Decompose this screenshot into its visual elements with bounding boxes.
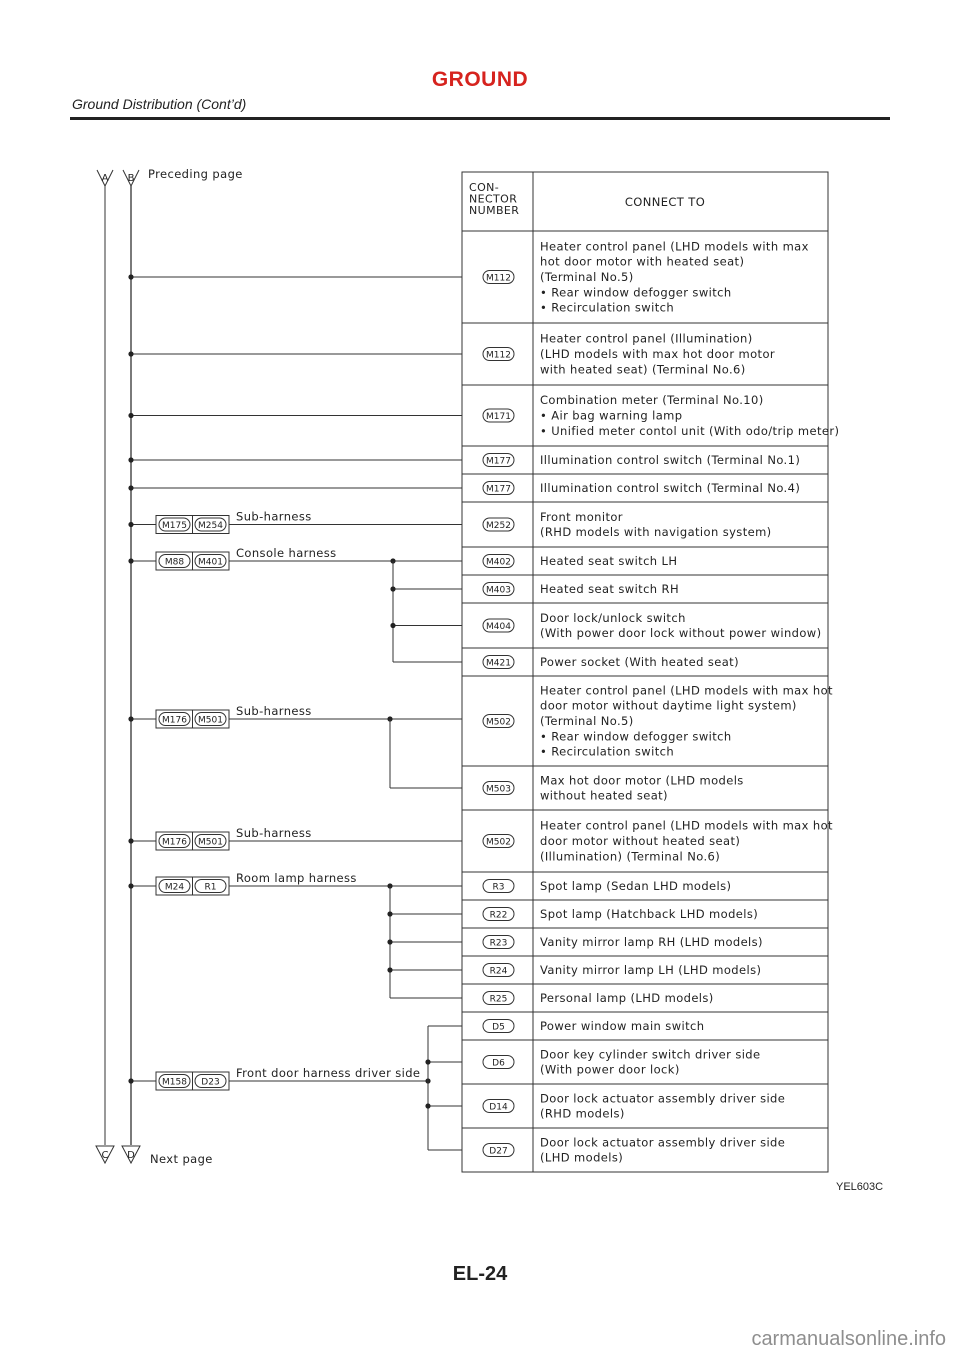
row-description: Spot lamp (Sedan LHD models) xyxy=(540,879,732,893)
row-description: • Recirculation switch xyxy=(540,744,675,759)
connector-label: D6 xyxy=(492,1058,505,1069)
harness-name: Sub-harness xyxy=(236,509,312,524)
row-description: Power window main switch xyxy=(540,1019,705,1033)
row-description: (RHD models) xyxy=(540,1106,625,1121)
connector-label: M254 xyxy=(198,521,223,532)
row-description: Illumination control switch (Terminal No.4) xyxy=(540,481,801,495)
row-description: (Illumination) (Terminal No.6) xyxy=(540,849,721,864)
figure-code: YEL603C xyxy=(836,1181,884,1193)
row-description: Heater control panel (LHD models with max hot xyxy=(540,818,833,833)
row-description: (LHD models) xyxy=(540,1150,624,1165)
row-description: Door lock/unlock switch xyxy=(540,610,686,625)
connector-label: M402 xyxy=(486,557,511,568)
junction-dot xyxy=(387,939,392,944)
wiring xyxy=(105,186,462,1150)
section-title: GROUND xyxy=(431,68,529,91)
row-description: Heater control panel (Illumination) xyxy=(540,331,753,346)
header-connector-number: CON- xyxy=(469,181,500,194)
connector-label: R23 xyxy=(489,938,508,949)
row-description: Heated seat switch LH xyxy=(540,554,678,568)
row-description: • Air bag warning lamp xyxy=(540,408,683,423)
connector-label: M404 xyxy=(486,622,511,633)
connector-label: M177 xyxy=(486,484,511,495)
header-connector-number: NUMBER xyxy=(469,204,520,217)
connector-label: M421 xyxy=(486,658,511,669)
row-description: without heated seat) xyxy=(540,788,668,803)
row-description: hot door motor with heated seat) xyxy=(540,254,745,269)
harness-name: Console harness xyxy=(236,546,337,560)
row-description: • Recirculation switch xyxy=(540,300,675,315)
next-page-label: Next page xyxy=(150,1152,213,1166)
row-description: (LHD models with max hot door motor xyxy=(540,347,776,361)
marker-d: D xyxy=(127,1150,135,1161)
junction-dot xyxy=(128,274,133,279)
junction-dot xyxy=(128,716,133,721)
row-description: • Rear window defogger switch xyxy=(540,285,732,300)
junction-dot xyxy=(128,1078,133,1083)
connector-label: M88 xyxy=(164,557,185,568)
connector-label: D14 xyxy=(489,1102,508,1113)
harness-name: Sub-harness xyxy=(236,826,312,840)
connector-label: M503 xyxy=(486,784,511,795)
page-number: EL-24 xyxy=(452,1263,508,1285)
connector-label: M502 xyxy=(486,837,511,848)
connector-label: M403 xyxy=(486,585,511,596)
row-description: Power socket (With heated seat) xyxy=(540,655,739,669)
marker-c: C xyxy=(101,1150,109,1161)
marker-b: B xyxy=(127,173,135,184)
junction-dot xyxy=(128,457,133,462)
row-description: door motor without daytime light system) xyxy=(540,698,797,713)
row-description: Heater control panel (LHD models with max hot xyxy=(540,683,833,698)
connector-label: D23 xyxy=(201,1077,220,1088)
junction-dot xyxy=(390,586,395,591)
junction-dot xyxy=(425,1103,430,1108)
connector-label: M501 xyxy=(198,837,223,848)
row-description: • Rear window defogger switch xyxy=(540,729,732,744)
row-description: Door lock actuator assembly driver side xyxy=(540,1135,786,1150)
connector-label: M112 xyxy=(486,273,511,284)
row-description: door motor without heated seat) xyxy=(540,834,741,848)
junction-dot xyxy=(425,1059,430,1064)
page-markers xyxy=(96,167,243,1166)
row-description: Max hot door motor (LHD models xyxy=(540,773,744,788)
row-description: Heated seat switch RH xyxy=(540,582,679,596)
row-description: Spot lamp (Hatchback LHD models) xyxy=(540,907,759,921)
connector-label: R24 xyxy=(489,966,508,977)
row-description: (With power door lock) xyxy=(540,1062,680,1077)
junction-dot xyxy=(387,911,392,916)
connector-label: M401 xyxy=(198,557,223,568)
harness-name: Sub-harness xyxy=(236,704,312,718)
row-description: Illumination control switch (Terminal No.1) xyxy=(540,453,801,467)
preceding-page-label: Preceding page xyxy=(148,167,243,181)
connector-label: M158 xyxy=(162,1077,187,1088)
row-description: (Terminal No.5) xyxy=(540,270,634,284)
connector-table xyxy=(462,172,839,1172)
junction-dot xyxy=(128,838,133,843)
connector-label: M252 xyxy=(486,521,511,532)
junction-dot xyxy=(387,967,392,972)
row-description: with heated seat) (Terminal No.6) xyxy=(540,362,746,377)
header-connect-to: CONNECT TO xyxy=(624,195,706,209)
connector-label: M175 xyxy=(162,521,187,532)
row-description: Combination meter (Terminal No.10) xyxy=(540,393,764,408)
watermark: carmanualsonline.info xyxy=(751,1328,946,1350)
section-subtitle: Ground Distribution (Cont’d) xyxy=(72,96,247,112)
junction-dot xyxy=(128,558,133,563)
junction-dot xyxy=(128,413,133,418)
row-description: • Unified meter contol unit (With odo/trip meter) xyxy=(540,423,840,438)
row-description: (With power door lock without power window) xyxy=(540,626,822,641)
row-description: Door key cylinder switch driver side xyxy=(540,1047,761,1062)
connector-label: M176 xyxy=(162,715,187,726)
connector-label: M501 xyxy=(198,715,223,726)
connector-label: R25 xyxy=(489,994,508,1005)
connector-label: R22 xyxy=(489,910,508,921)
harness-name: Room lamp harness xyxy=(236,871,357,885)
row-description: Personal lamp (LHD models) xyxy=(540,991,714,1005)
header-connector-number: NECTOR xyxy=(469,192,518,206)
connector-label: R1 xyxy=(204,882,217,893)
connector-label: M502 xyxy=(486,717,511,728)
connector-label: R3 xyxy=(492,882,505,893)
connector-label: M171 xyxy=(486,412,511,423)
row-description: Front monitor xyxy=(540,509,623,524)
junction-dot xyxy=(128,351,133,356)
harness-name: Front door harness driver side xyxy=(236,1066,421,1080)
junction-dot xyxy=(390,623,395,628)
connector-label: M112 xyxy=(486,350,511,361)
row-description: Heater control panel (LHD models with max xyxy=(540,239,809,254)
junction-dot xyxy=(128,522,133,527)
row-description: Vanity mirror lamp LH (LHD models) xyxy=(540,963,762,977)
row-description: Vanity mirror lamp RH (LHD models) xyxy=(540,935,763,949)
row-description: (RHD models with navigation system) xyxy=(540,525,772,540)
connector-label: M176 xyxy=(162,837,187,848)
connector-label: D27 xyxy=(489,1146,508,1157)
connector-label: D5 xyxy=(492,1022,505,1033)
row-description: Door lock actuator assembly driver side xyxy=(540,1091,786,1106)
row-description: (Terminal No.5) xyxy=(540,714,634,728)
junction-dot xyxy=(128,485,133,490)
marker-a: A xyxy=(101,173,109,184)
connector-label: M177 xyxy=(486,456,511,467)
connector-label: M24 xyxy=(164,882,185,893)
junction-dot xyxy=(128,883,133,888)
